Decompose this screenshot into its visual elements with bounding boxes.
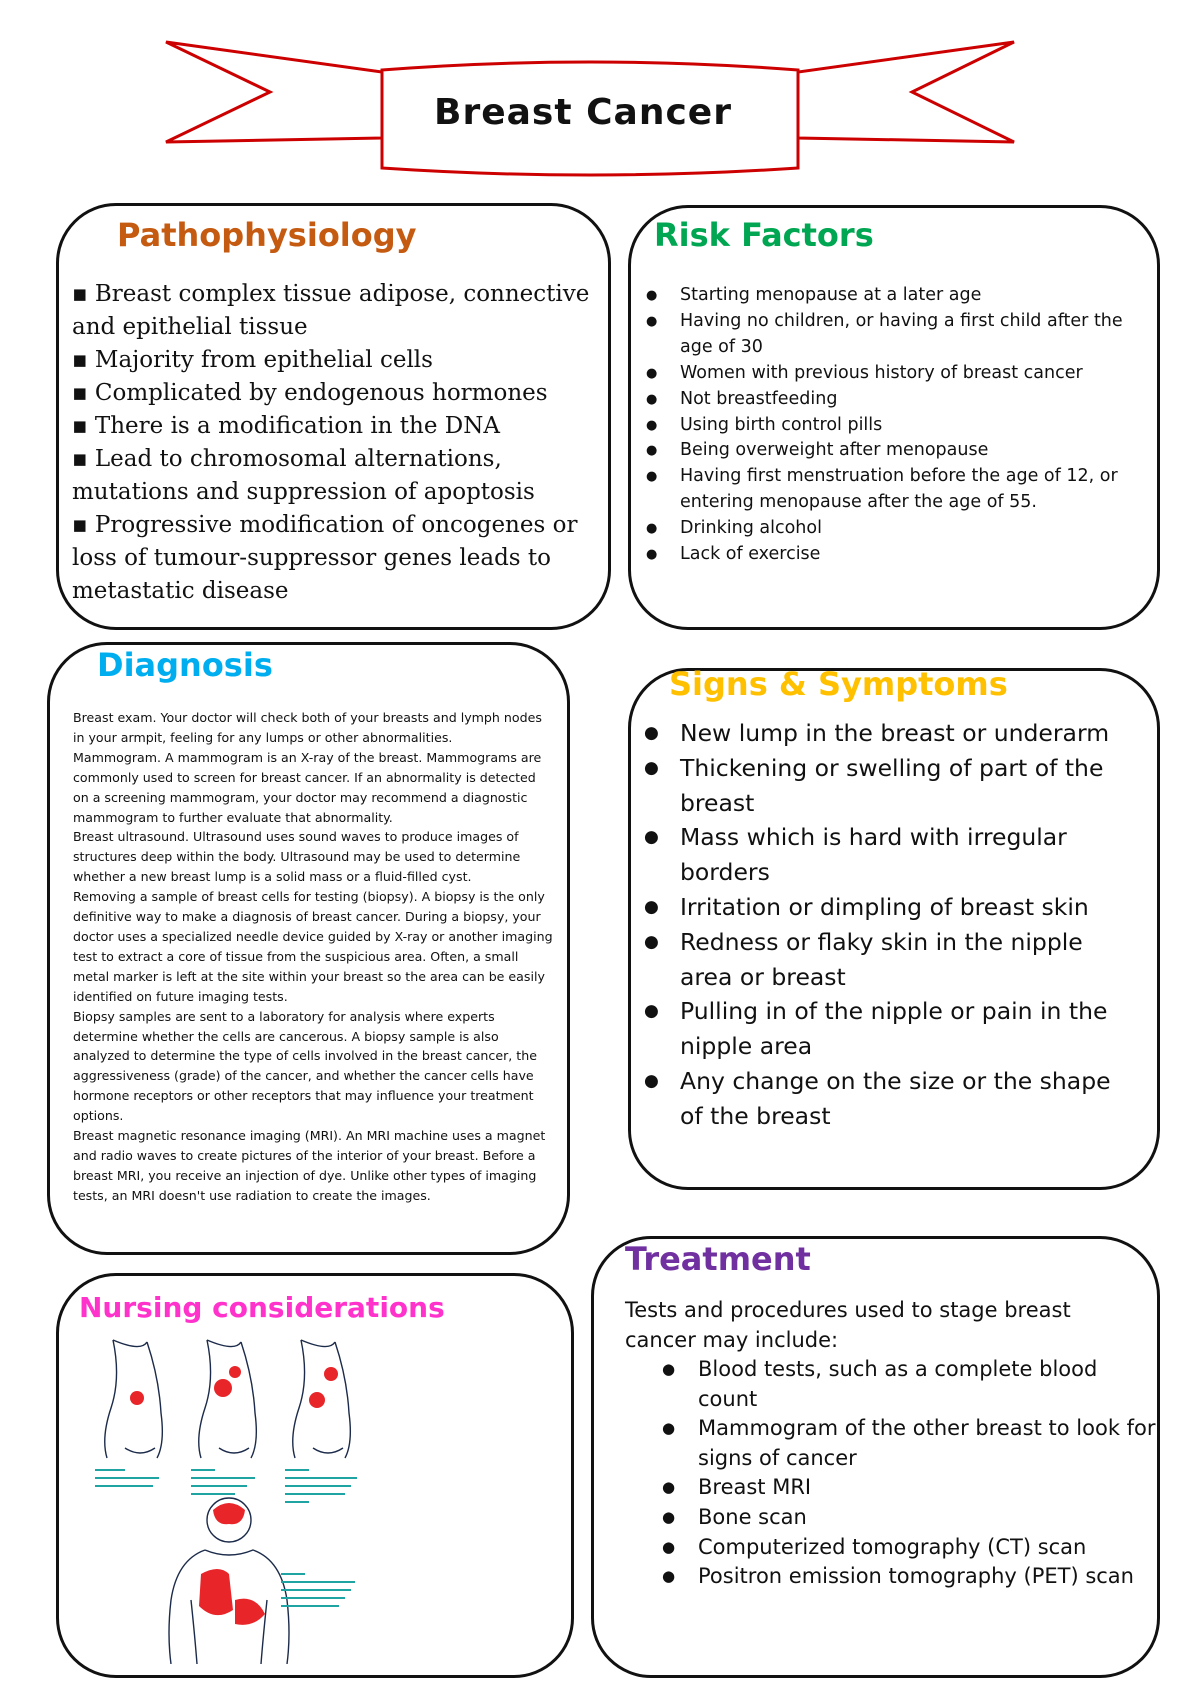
list-item: ● Breast MRI — [698, 1473, 1158, 1503]
pathophysiology-line: ▪ Complicated by endogenous hormones — [72, 380, 548, 406]
list-item: ● Irritation or dimpling of breast skin — [680, 890, 1140, 925]
list-item: ● Being overweight after menopause — [680, 438, 1130, 464]
pathophysiology-line: loss of tumour-suppressor genes leads to — [72, 545, 551, 571]
diagnosis-paragraph: Biopsy samples are sent to a laboratory for analysis where experts determine whether the cells are cancerous. A biopsy sample is also analyzed to determine the type of cells involved in the breast cancer, the aggressiveness (grade) of the cancer, and whether the cancer cells have hormone receptors or other receptors that may influence your treatment options. — [73, 1008, 537, 1124]
diagnosis-text — [73, 708, 553, 1206]
list-item: ● Computerized tomography (CT) scan — [698, 1533, 1158, 1563]
list-item: ● Drinking alcohol — [680, 516, 1130, 542]
nursing-heading: Nursing considerations — [79, 1291, 445, 1324]
list-item: ● Starting menopause at a later age — [680, 283, 1130, 309]
treatment-heading: Treatment — [625, 1240, 811, 1278]
diagnosis-paragraph: Mammogram. A mammogram is an X-ray of the breast. Mammograms are commonly used to screen for breast cancer. If an abnormality is detected on a screening mammogram, your doctor may recommend a diagnostic mammogram to further evaluate that abnormality. — [73, 749, 542, 825]
pathophysiology-line: ▪ Progressive modification of oncogenes or — [72, 512, 578, 538]
pathophysiology-line: and epithelial tissue — [72, 314, 308, 340]
risk-factors-heading: Risk Factors — [654, 216, 874, 254]
treatment-list — [698, 1355, 1158, 1592]
breast-cancer-stages-illustration — [95, 1338, 385, 1664]
pathophysiology-line: mutations and suppression of apoptosis — [72, 479, 535, 505]
diagnosis-paragraph: Breast magnetic resonance imaging (MRI). An MRI machine uses a magnet and radio waves to create pictures of the interior of your breast. Before a breast MRI, you receive an injection of dye. Unlike other types of imaging tests, an MRI doesn't use radiation to create the images. — [73, 1128, 546, 1203]
list-item: ● Lack of exercise — [680, 542, 1130, 568]
list-item: ● Mammogram of the other breast to look for signs of cancer — [698, 1414, 1158, 1473]
list-item: ● Having no children, or having a first child after the age of 30 — [680, 309, 1130, 361]
diagnosis-paragraph: Breast ultrasound. Ultrasound uses sound waves to produce images of structures deep within the body. Ultrasound may be used to determine whether a new breast lump is a solid mass or a fluid-filled cyst. — [73, 829, 521, 885]
pathophysiology-line: ▪ Lead to chromosomal alternations, — [72, 446, 502, 472]
pathophysiology-line: metastatic disease — [72, 578, 289, 604]
pathophysiology-line: ▪ Majority from epithelial cells — [72, 347, 433, 373]
list-item: ● New lump in the breast or underarm — [680, 716, 1140, 751]
list-item: ● Bone scan — [698, 1503, 1158, 1533]
list-item: ● Having first menstruation before the age of 12, or entering menopause after the age of 55. — [680, 464, 1130, 516]
banner-right-ribbon — [798, 42, 1014, 142]
banner-left-ribbon — [166, 42, 382, 142]
pathophysiology-list — [72, 278, 602, 608]
pathophysiology-line: ▪ There is a modification in the DNA — [72, 413, 500, 439]
treatment-intro: Tests and procedures used to stage breast cancer may include: — [625, 1298, 1071, 1352]
diagnosis-heading: Diagnosis — [97, 646, 273, 684]
risk-factors-list — [680, 283, 1130, 568]
pathophysiology-line: ▪ Breast complex tissue adipose, connective — [72, 281, 590, 307]
signs-symptoms-list — [680, 716, 1140, 1134]
page-title: Breast Cancer — [434, 92, 732, 133]
pathophysiology-heading: Pathophysiology — [117, 216, 417, 254]
list-item: ● Not breastfeeding — [680, 387, 1130, 413]
list-item: ● Women with previous history of breast cancer — [680, 361, 1130, 387]
list-item: ● Using birth control pills — [680, 413, 1130, 439]
list-item: ● Thickening or swelling of part of the breast — [680, 751, 1140, 821]
list-item: ● Redness or flaky skin in the nipple area or breast — [680, 925, 1140, 995]
list-item: ● Pulling in of the nipple or pain in the nipple area — [680, 994, 1140, 1064]
list-item: ● Mass which is hard with irregular borders — [680, 820, 1140, 890]
signs-symptoms-heading: Signs & Symptoms — [669, 665, 1008, 703]
list-item: ● Any change on the size or the shape of the breast — [680, 1064, 1140, 1134]
diagnosis-paragraph: Breast exam. Your doctor will check both of your breasts and lymph nodes in your armpit, feeling for any lumps or other abnormalities. — [73, 710, 542, 745]
list-item: ● Blood tests, such as a complete blood count — [698, 1355, 1158, 1414]
diagnosis-paragraph: Removing a sample of breast cells for testing (biopsy). A biopsy is the only definitive way to make a diagnosis of breast cancer. During a biopsy, your doctor uses a specialized needle device guided by X-ray or another imaging test to extract a core of tissue from the suspicious area. Often, a small metal marker is left at the site within your breast so the area can be easily identified on future imaging tests. — [73, 889, 553, 1004]
list-item: ● Positron emission tomography (PET) scan — [698, 1562, 1158, 1592]
